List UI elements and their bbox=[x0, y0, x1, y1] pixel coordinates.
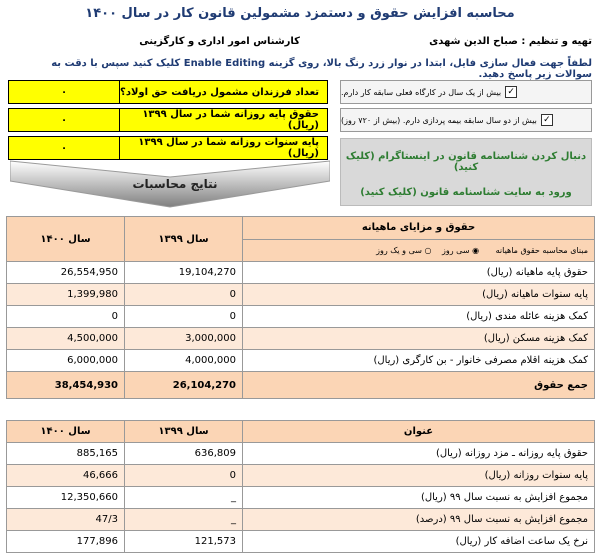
author-role: کارشناس امور اداری و کارگزینی bbox=[139, 36, 300, 47]
results-banner-text: نتایج محاسبات bbox=[132, 177, 218, 191]
checkbox-one-year-experience[interactable] bbox=[340, 80, 592, 104]
checkbox-one-year-label: بیش از یک سال در کارگاه فعلی سابقه کار دارم. bbox=[341, 87, 502, 97]
daily-seniority-label: پایه سنوات روزانه شما در سال ۱۳۹۹ (ریال) bbox=[138, 137, 319, 159]
row-1400-value: 6,000,000 bbox=[7, 350, 125, 372]
row-1399-value: 3,000,000 bbox=[125, 328, 243, 350]
row-label: کمک هزینه مسکن (ریال) bbox=[243, 328, 595, 350]
table1-col-1400: سال ۱۴۰۰ bbox=[7, 217, 125, 262]
daily-base-wage-value[interactable]: ۰ bbox=[9, 109, 120, 131]
table-row bbox=[7, 262, 595, 284]
row-1400-value: 0 bbox=[7, 306, 125, 328]
row-1400-value: 26,554,950 bbox=[7, 262, 125, 284]
row-1400-value: 4,500,000 bbox=[7, 328, 125, 350]
row-label: نرخ یک ساعت اضافه کار (ریال) bbox=[243, 531, 595, 553]
daily-seniority-value[interactable]: ۰ bbox=[9, 137, 120, 159]
row-label: مجموع افزایش به نسبت سال ۹۹ (درصد) bbox=[243, 509, 595, 531]
table2-col-1400: سال ۱۴۰۰ bbox=[7, 421, 125, 443]
table-row bbox=[7, 531, 595, 553]
total-1400-value: 38,454,930 bbox=[7, 372, 125, 399]
checkbox-two-year-box[interactable]: ✓ bbox=[541, 114, 553, 126]
checkbox-two-year-label: بیش از دو سال سابقه بیمه پردازی دارم. (بیش از ۷۲۰ روز) bbox=[341, 115, 537, 125]
total-1399-value: 26,104,270 bbox=[125, 372, 243, 399]
row-1399-value: 636,809 bbox=[125, 443, 243, 465]
table-row bbox=[7, 465, 595, 487]
daily-base-wage-label: حقوق پایه روزانه شما در سال ۱۳۹۹ (ریال) bbox=[142, 109, 319, 131]
row-label: کمک هزینه اقلام مصرفی خانوار - بن کارگری (ریال) bbox=[243, 350, 595, 372]
table1-col-1399: سال ۱۳۹۹ bbox=[125, 217, 243, 262]
radio-31-days[interactable]: ○ سی و یک روز bbox=[376, 245, 432, 255]
row-label: حقوق پایه ماهیانه (ریال) bbox=[243, 262, 595, 284]
salary-basis-label: مبنای محاسبه حقوق ماهیانه bbox=[495, 245, 588, 255]
instagram-link[interactable]: دنبال کردن شناسنامه قانون در اینستاگرام (کلیک کنید) bbox=[345, 151, 587, 173]
row-1399-value: 121,573 bbox=[125, 531, 243, 553]
row-1400-value: 1,399,980 bbox=[7, 284, 125, 306]
table-row bbox=[7, 328, 595, 350]
links-panel bbox=[340, 138, 592, 206]
children-count-label: تعداد فرزندان مشمول دریافت حق اولاد؟ bbox=[120, 86, 319, 98]
row-1400-value: 47/3 bbox=[7, 509, 125, 531]
monthly-salary-table bbox=[6, 216, 595, 399]
table-row bbox=[7, 509, 595, 531]
salary-basis-row bbox=[243, 239, 595, 262]
row-1399-value: 4,000,000 bbox=[125, 350, 243, 372]
table2-title: عنوان bbox=[243, 421, 595, 443]
radio-31-label: سی و یک روز bbox=[376, 245, 422, 255]
checkbox-two-year-insurance[interactable] bbox=[340, 108, 592, 132]
page-title: محاسبه افزایش حقوق و دستمزد مشمولین قانون کار در سال ۱۴۰۰ bbox=[85, 6, 515, 21]
children-count-value[interactable]: ۰ bbox=[9, 81, 120, 103]
row-label: حقوق پایه روزانه ـ مزد روزانه (ریال) bbox=[243, 443, 595, 465]
row-1399-value: 0 bbox=[125, 284, 243, 306]
table-row bbox=[7, 306, 595, 328]
radio-30-label: سی روز bbox=[442, 245, 470, 255]
results-banner bbox=[10, 155, 330, 209]
author-credit: تهیه و تنظیم : صباح الدین شهدی bbox=[429, 36, 592, 47]
row-1400-value: 46,666 bbox=[7, 465, 125, 487]
instructions-text: لطفاً جهت فعال سازی فایل، ابتدا در نوار زرد رنگ بالا، روی گزینه Enable Editing کلیک کنید سپس با دقت به سوالات زیر پاسخ دهید. bbox=[51, 58, 592, 80]
children-count-field[interactable] bbox=[8, 80, 328, 104]
row-1399-value: _ bbox=[125, 487, 243, 509]
table-row bbox=[7, 284, 595, 306]
row-label: مجموع افزایش به نسبت سال ۹۹ (ریال) bbox=[243, 487, 595, 509]
radio-30-days[interactable]: ◉ سی روز bbox=[442, 245, 480, 255]
row-1400-value: 885,165 bbox=[7, 443, 125, 465]
daily-wage-table bbox=[6, 420, 595, 553]
total-label: جمع حقوق bbox=[243, 372, 595, 399]
row-1399-value: 0 bbox=[125, 306, 243, 328]
table-row bbox=[7, 443, 595, 465]
row-label: کمک هزینه عائله مندی (ریال) bbox=[243, 306, 595, 328]
row-1399-value: _ bbox=[125, 509, 243, 531]
row-1400-value: 177,896 bbox=[7, 531, 125, 553]
daily-base-wage-field[interactable] bbox=[8, 108, 328, 132]
row-1399-value: 19,104,270 bbox=[125, 262, 243, 284]
website-link[interactable]: ورود به سایت شناسنامه قانون (کلیک کنید) bbox=[360, 187, 572, 198]
table2-col-1399: سال ۱۳۹۹ bbox=[125, 421, 243, 443]
row-label: پایه سنوات روزانه (ریال) bbox=[243, 465, 595, 487]
row-label: پایه سنوات ماهیانه (ریال) bbox=[243, 284, 595, 306]
table1-title: حقوق و مزایای ماهیانه bbox=[243, 217, 595, 240]
row-1399-value: 0 bbox=[125, 465, 243, 487]
table-row bbox=[7, 350, 595, 372]
checkbox-one-year-box[interactable]: ✓ bbox=[505, 86, 517, 98]
row-1400-value: 12,350,660 bbox=[7, 487, 125, 509]
total-row bbox=[7, 372, 595, 399]
table-row bbox=[7, 487, 595, 509]
